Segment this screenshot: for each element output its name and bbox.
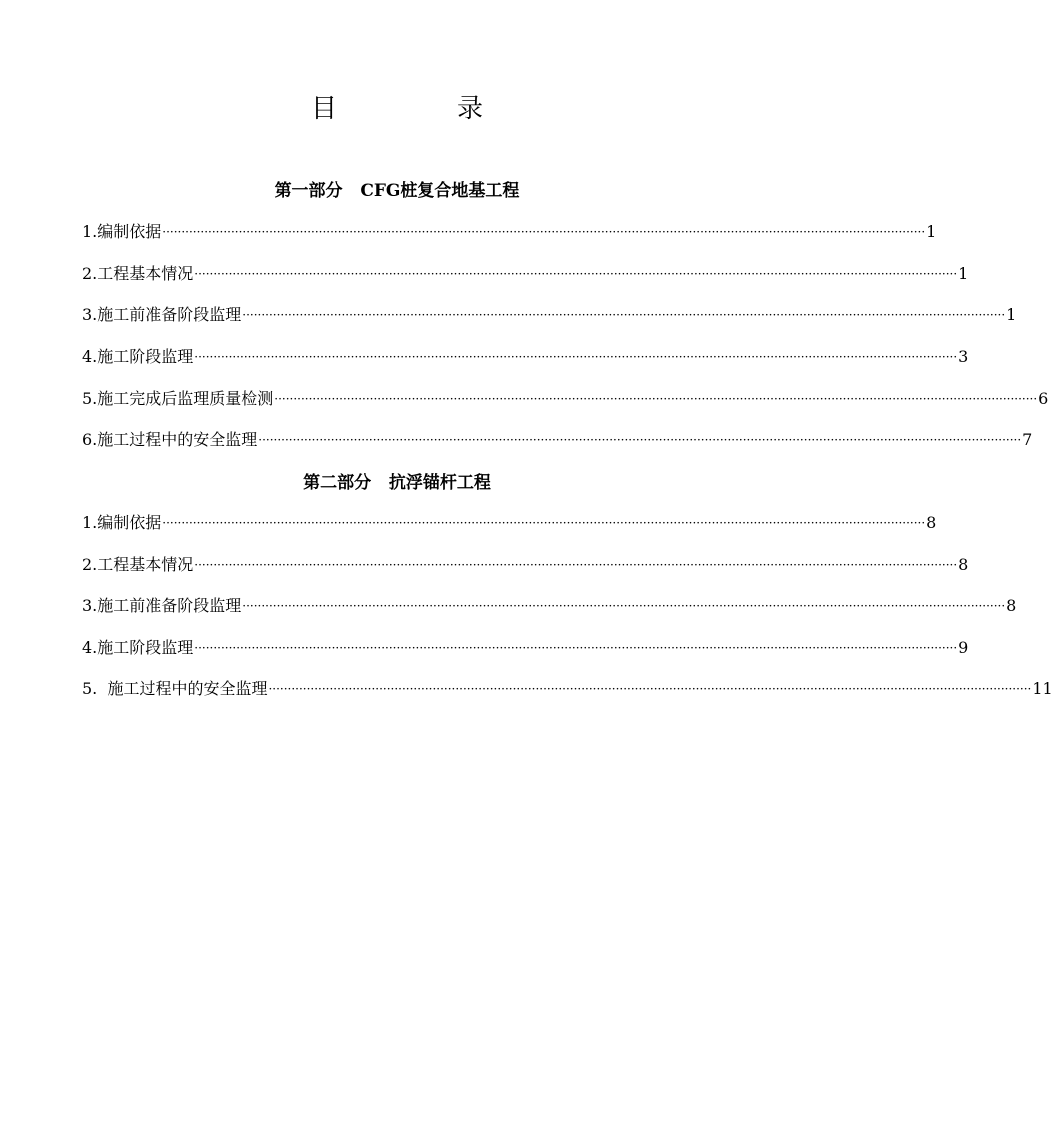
toc-entry-label: 4.施工阶段监理 — [82, 347, 194, 366]
toc-entry-page: 8 — [1006, 596, 1017, 615]
toc-entry-label: 2.工程基本情况 — [82, 555, 194, 574]
toc-entry[interactable] — [82, 386, 1049, 408]
dot-leader: ········································································································································································································ — [194, 558, 958, 572]
dot-leader: ········································································································································································································ — [268, 682, 1032, 696]
toc-entry-page: 1 — [958, 264, 969, 283]
dot-leader: ········································································································································································································ — [162, 225, 926, 239]
title-char-1: 目 — [310, 94, 337, 124]
toc-entry-label: 6.施工过程中的安全监理 — [82, 430, 258, 449]
dot-leader: ········································································································································································································ — [194, 267, 958, 281]
toc-entry[interactable] — [82, 676, 1053, 698]
toc-entry-page: 1 — [926, 222, 937, 241]
toc-entry[interactable] — [82, 219, 937, 241]
title-char-2: 录 — [457, 94, 484, 124]
toc-entry[interactable] — [82, 635, 969, 657]
toc-entry-page: 11 — [1032, 679, 1053, 698]
toc-entry[interactable] — [82, 427, 1033, 449]
toc-entry-label: 5.施工完成后监理质量检测 — [82, 389, 274, 408]
toc-entry[interactable] — [82, 261, 969, 283]
dot-leader: ········································································································································································································ — [242, 308, 1006, 322]
toc-entry-page: 1 — [1006, 305, 1017, 324]
toc-entry-page: 9 — [958, 638, 969, 657]
toc-entry-label: 5. 施工过程中的安全监理 — [82, 679, 268, 698]
toc-entry-label: 3.施工前准备阶段监理 — [82, 596, 242, 615]
toc-entry-label: 2.工程基本情况 — [82, 264, 194, 283]
toc-entry-page: 6 — [1038, 389, 1049, 408]
toc-entry-page: 8 — [926, 513, 937, 532]
dot-leader: ········································································································································································································ — [162, 516, 926, 530]
dot-leader: ········································································································································································································ — [194, 350, 958, 364]
toc-entry-page: 8 — [958, 555, 969, 574]
part-heading-2: 第二部分 抗浮锚杆工程 — [303, 473, 491, 493]
toc-entry[interactable] — [82, 302, 1017, 324]
dot-leader: ········································································································································································································ — [194, 641, 958, 655]
toc-entry-page: 7 — [1022, 430, 1033, 449]
toc-entry[interactable] — [82, 510, 937, 532]
part-heading-1: 第一部分 CFG桩复合地基工程 — [274, 181, 520, 201]
toc-entry[interactable] — [82, 552, 969, 574]
dot-leader: ········································································································································································································ — [242, 599, 1006, 613]
dot-leader: ········································································································································································································ — [274, 392, 1038, 406]
toc-entry-page: 3 — [958, 347, 969, 366]
toc-entry-label: 3.施工前准备阶段监理 — [82, 305, 242, 324]
toc-entry-label: 1.编制依据 — [82, 222, 162, 241]
toc-entry-label: 4.施工阶段监理 — [82, 638, 194, 657]
toc-entry-label: 1.编制依据 — [82, 513, 162, 532]
toc-entry[interactable] — [82, 344, 969, 366]
dot-leader: ········································································································································································································ — [258, 433, 1022, 447]
toc-entry[interactable] — [82, 593, 1017, 615]
page-title — [0, 88, 794, 124]
